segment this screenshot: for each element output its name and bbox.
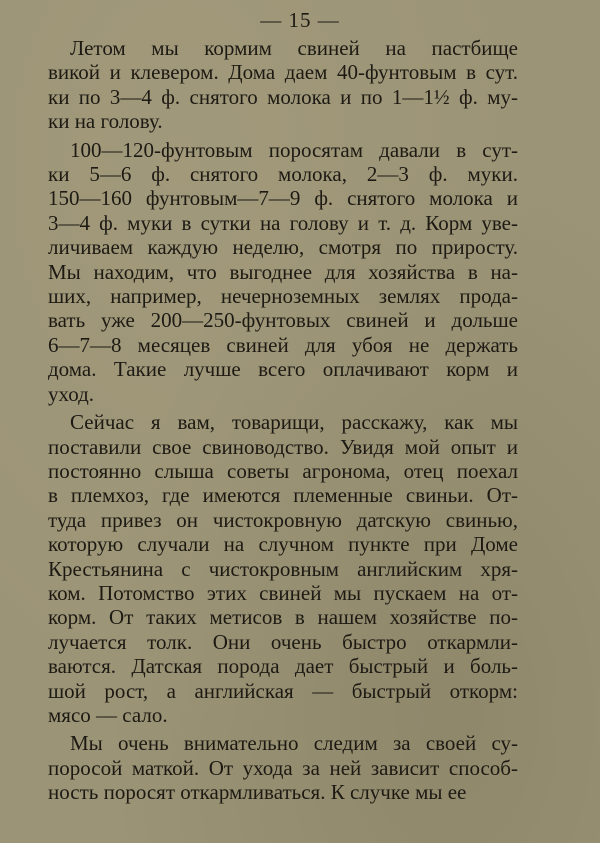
text-line: ность поросят откармливаться. К случке мы ее xyxy=(48,780,467,805)
text-line: в племхоз, где имеются племенные свиньи. От- xyxy=(48,483,518,508)
text-line: туда привез он чистокровную датскую свинью, xyxy=(48,507,518,532)
paragraph xyxy=(48,731,518,804)
text-line: ком. Потомство этих свиней мы пускаем на от- xyxy=(48,580,518,605)
text-line: ших, например, нечерноземных землях прода- xyxy=(48,284,518,309)
text-line: лучается толк. Они очень быстро откармли- xyxy=(48,629,518,654)
text-line: викой и клевером. Дома даем 40-фунтовым в сут. xyxy=(48,60,518,85)
text-line: ки по 3—4 ф. снятого молока и по 1—1½ ф. му- xyxy=(48,84,518,109)
text-line: Мы очень внимательно следим за своей су- xyxy=(70,731,518,756)
text-line: личиваем каждую неделю, смотря по приросту. xyxy=(48,235,518,260)
paragraph xyxy=(48,138,518,406)
text-line: 6—7—8 месяцев свиней для убоя не держать xyxy=(48,332,518,357)
page-number: — 15 — xyxy=(260,8,340,32)
text-line: постоянно слыша советы агронома, отец поехал xyxy=(48,458,518,483)
body-text xyxy=(48,36,518,809)
text-line: Летом мы кормим свиней на пастбище xyxy=(70,36,518,60)
text-line: мясо — сало. xyxy=(48,702,168,727)
text-line: Крестьянина с чистокровным английским хря- xyxy=(48,556,518,581)
text-line: поросой маткой. От ухода за ней зависит способ- xyxy=(48,755,518,780)
text-line: 3—4 ф. муки в сутки на голову и т. д. Корм уве- xyxy=(48,210,518,235)
paragraph xyxy=(48,410,518,727)
text-line: 150—160 фунтовым—7—9 ф. снятого молока и xyxy=(48,186,518,211)
text-line: Сейчас я вам, товарищи, расскажу, как мы xyxy=(70,410,518,435)
text-line: ки 5—6 ф. снятого молока, 2—3 ф. муки. xyxy=(48,162,518,187)
text-line: ваются. Датская порода дает быстрый и боль- xyxy=(48,654,518,679)
text-line: которую случали на случном пункте при Доме xyxy=(48,532,518,557)
text-line: шой рост, а английская — быстрый откорм: xyxy=(48,678,518,703)
text-line: корм. От таких метисов в нашем хозяйстве по- xyxy=(48,605,518,630)
paragraph xyxy=(48,36,518,134)
text-line: вать уже 200—250-фунтовых свиней и дольше xyxy=(48,308,518,333)
text-line: поставили свое свиноводство. Увидя мой опыт и xyxy=(48,434,518,459)
text-line: дома. Такие лучше всего оплачивают корм и xyxy=(48,357,518,382)
text-line: ки на голову. xyxy=(48,109,163,134)
text-line: уход. xyxy=(48,381,95,406)
text-line: Мы находим, что выгоднее для хозяйства в на- xyxy=(48,259,518,284)
text-line: 100—120-фунтовым поросятам давали в сут- xyxy=(70,137,518,162)
